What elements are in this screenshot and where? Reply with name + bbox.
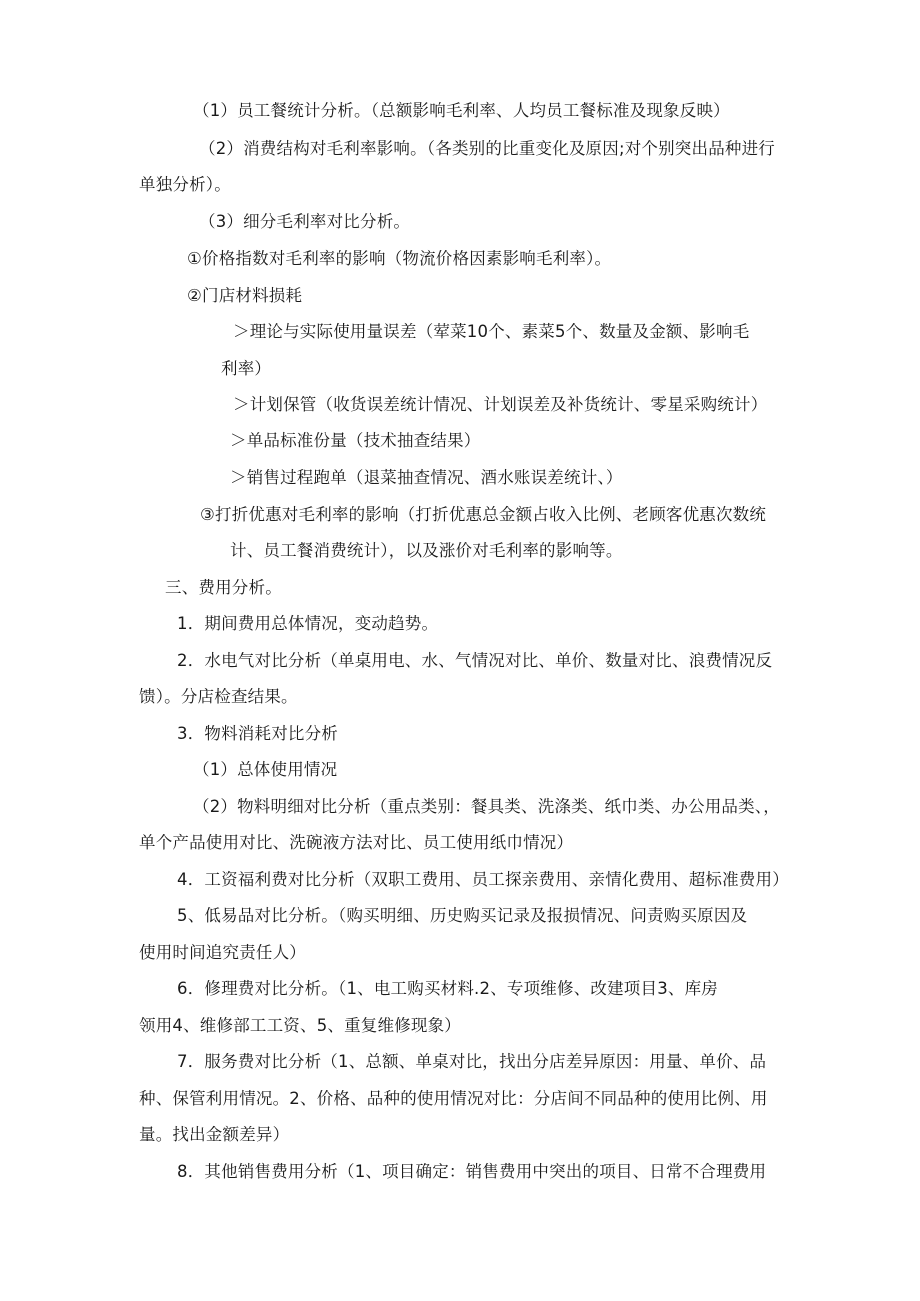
text-line: 4．工资福利费对比分析（双职工费用、员工探亲费用、亲情化费用、超标准费用） bbox=[177, 870, 789, 889]
text-line: 单个产品使用对比、洗碗液方法对比、员工使用纸巾情况） bbox=[139, 833, 574, 852]
text-line: ①价格指数对毛利率的影响（物流价格因素影响毛利率）。 bbox=[187, 249, 612, 268]
text-line: 5、低易品对比分析。（购买明细、历史购买记录及报损情况、问责购买原因及 bbox=[177, 906, 748, 925]
text-line: 3．物料消耗对比分析 bbox=[177, 724, 338, 743]
text-line: （2）物料明细对比分析（重点类别：餐具类、洗涤类、纸巾类、办公用品类、， bbox=[193, 797, 780, 816]
text-line: ③打折优惠对毛利率的影响（打折优惠总金额占收入比例、老顾客优惠次数统 bbox=[200, 505, 767, 524]
text-line: 6．修理费对比分析。（1、电工购买材料.2、专项维修、改建项目3、库房 bbox=[177, 979, 718, 998]
text-line: 1．期间费用总体情况，变动趋势。 bbox=[177, 614, 439, 633]
text-line: 2．水电气对比分析（单桌用电、水、气情况对比、单价、数量对比、浪费情况反 bbox=[177, 651, 773, 670]
text-line: 种、保管利用情况。2、价格、品种的使用情况对比：分店间不同品种的使用比例、用 bbox=[139, 1089, 768, 1108]
text-line: ＞销售过程跑单（退菜抽查情况、酒水账误差统计、） bbox=[230, 468, 623, 487]
text-line: 7．服务费对比分析（1、总额、单桌对比，找出分店差异原因：用量、单价、品 bbox=[177, 1052, 767, 1071]
text-line: 领用4、维修部工工资、5、重复维修现象） bbox=[139, 1016, 461, 1035]
text-line: 计、员工餐消费统计），以及涨价对毛利率的影响等。 bbox=[230, 541, 623, 560]
text-line: 量。找出金额差异） bbox=[139, 1125, 290, 1144]
text-line: （1）总体使用情况 bbox=[193, 760, 338, 779]
text-line: （1）员工餐统计分析。（总额影响毛利率、人均员工餐标准及现象反映） bbox=[193, 101, 730, 120]
text-line: ＞单品标准份量（技术抽查结果） bbox=[230, 431, 481, 450]
text-line: （3）细分毛利率对比分析。 bbox=[199, 212, 411, 231]
text-line: 单独分析）。 bbox=[139, 175, 231, 194]
text-line: 馈）。分店检查结果。 bbox=[139, 687, 298, 706]
text-line: （2）消费结构对毛利率影响。（各类别的比重变化及原因;对个别突出品种进行 bbox=[199, 139, 776, 158]
text-line: ②门店材料损耗 bbox=[187, 286, 303, 305]
text-line: ＞计划保管（收货误差统计情况、计划误差及补货统计、零星采购统计） bbox=[233, 395, 768, 414]
text-line: 利率） bbox=[221, 359, 272, 378]
section-heading: 三、费用分析。 bbox=[165, 578, 282, 597]
text-line: 使用时间追究责任人） bbox=[139, 943, 306, 962]
text-line: 8．其他销售费用分析（1、项目确定：销售费用中突出的项目、日常不合理费用 bbox=[177, 1162, 767, 1181]
text-line: ＞理论与实际使用量误差（荤菜10个、素菜5个、数量及金额、影响毛 bbox=[233, 322, 750, 341]
